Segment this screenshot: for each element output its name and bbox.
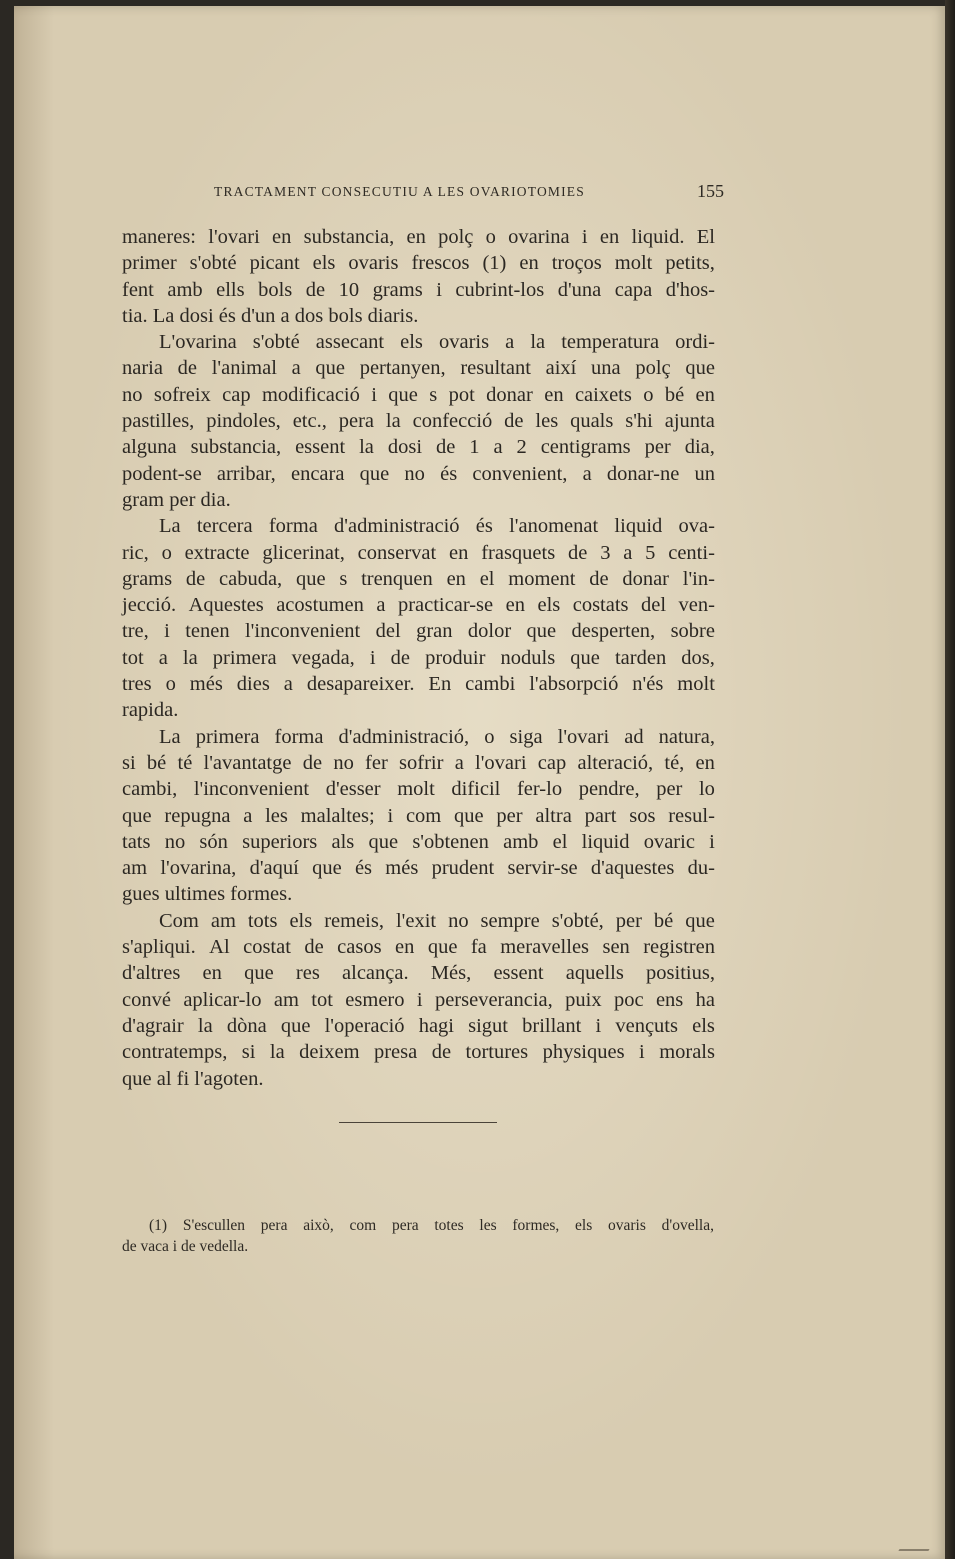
text-line: primer s'obté picant els ovaris frescos (1) en troços molt petits, [122, 252, 715, 275]
text-line: que repugna a les malaltes; i com que per altra part sos resul- [122, 804, 715, 827]
text-line: no sofreix cap modificació i que s pot donar en caixets o bé en [122, 383, 715, 406]
corner-pencil-mark [898, 1535, 937, 1551]
footnote-separator-rule [339, 1122, 497, 1123]
text-line: jecció. Aquestes acostumen a practicar-se en els costats del ven- [122, 594, 715, 617]
text-line: ric, o extracte glicerinat, conservat en frasquets de 3 a 5 centi- [122, 541, 715, 564]
footnote-line: (1) S'escullen pera això, com pera totes les formes, els ovaris d'ovella, [149, 1217, 714, 1234]
text-line: s'apliqui. Al costat de casos en que fa meravelles sen registren [122, 936, 715, 959]
text-line: pastilles, pindoles, etc., pera la confecció de les quals s'hi ajunta [122, 410, 715, 433]
text-line: fent amb ells bols de 10 grams i cubrint-los d'una capa d'hos- [122, 278, 715, 301]
text-line: cambi, l'inconvenient d'esser molt dificil fer-lo pendre, per lo [122, 778, 715, 801]
text-line: tres o més dies a desapareixer. En cambi l'absorpció n'és molt [122, 673, 715, 696]
text-line: tia. La dosi és d'un a dos bols diaris. [122, 304, 419, 327]
book-page [14, 6, 947, 1559]
text-line: Com am tots els remeis, l'exit no sempre s'obté, per bé que [159, 909, 715, 932]
text-line: podent-se arribar, encara que no és convenient, a donar-ne un [122, 462, 715, 485]
text-line: tats no són superiors als que s'obtenen amb el liquid ovaric i [122, 830, 715, 853]
book-edge-shadow [945, 0, 955, 1559]
page-number: 155 [697, 181, 724, 201]
text-line: La tercera forma d'administració és l'anomenat liquid ova- [159, 515, 715, 538]
running-title: TRACTAMENT CONSECUTIU A LES OVARIOTOMIES [214, 184, 585, 199]
running-header [214, 181, 724, 204]
text-line: am l'ovarina, d'aquí que és més prudent servir-se d'aquestes du- [122, 857, 715, 880]
text-line: maneres: l'ovari en substancia, en polç o ovarina i en liquid. El [122, 226, 715, 248]
text-line: contratemps, si la deixem presa de tortures physiques i morals [122, 1041, 715, 1064]
text-line: rapida. [122, 699, 179, 722]
text-line: alguna substancia, essent la dosi de 1 a 2 centigrams per dia, [122, 436, 715, 459]
text-line: tre, i tenen l'inconvenient del gran dolor que desperten, sobre [122, 620, 715, 643]
text-line: tot a la primera vegada, i de produir noduls que tarden dos, [122, 646, 715, 669]
footnote [122, 1216, 714, 1257]
text-line: convé aplicar-lo am tot esmero i perseverancia, puix poc ens ha [122, 988, 715, 1011]
text-line: L'ovarina s'obté assecant els ovaris a la temperatura ordi- [159, 331, 715, 354]
text-line: gues ultimes formes. [122, 883, 293, 906]
text-line: naria de l'animal a que pertanyen, resultant així una polç que [122, 357, 715, 380]
body-text [122, 224, 715, 1092]
text-line: gram per dia. [122, 488, 231, 511]
text-line: d'altres en que res alcança. Més, essent aquells positius, [122, 962, 715, 985]
footnote-line: de vaca i de vedella. [122, 1237, 249, 1255]
text-line: que al fi l'agoten. [122, 1067, 264, 1090]
text-line: si bé té l'avantatge de no fer sofrir a l'ovari cap alteració, té, en [122, 751, 715, 774]
text-line: grams de cabuda, que s trenquen en el moment de donar l'in- [122, 567, 715, 590]
text-line: La primera forma d'administració, o siga l'ovari ad natura, [159, 725, 715, 748]
text-line: d'agrair la dòna que l'operació hagi sigut brillant i vençuts els [122, 1014, 715, 1037]
